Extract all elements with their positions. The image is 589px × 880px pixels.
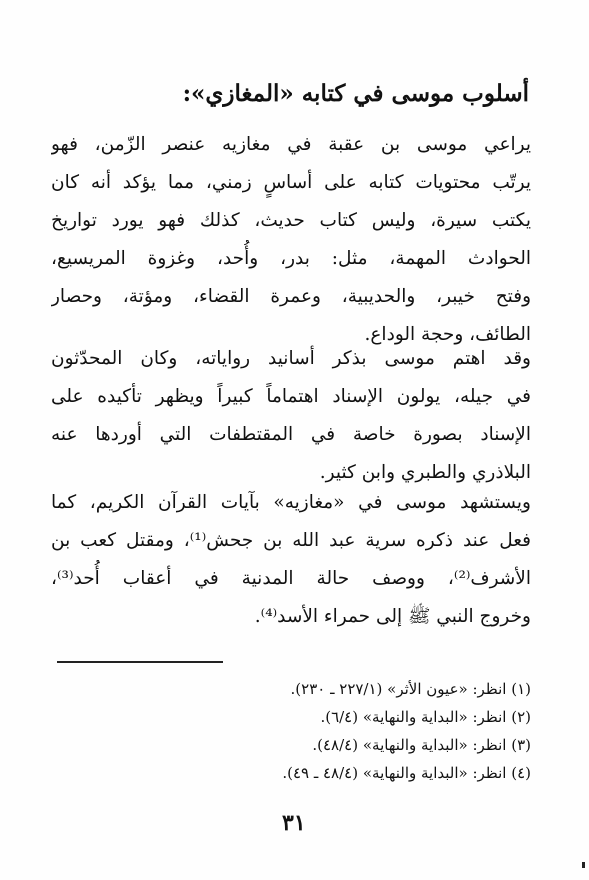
page-number: ٣١ xyxy=(282,810,306,836)
scan-mark xyxy=(582,862,585,868)
paragraph-line: الإسناد بصورة خاصة في المقتطفات التي أوردها عنه xyxy=(51,424,531,445)
paragraph-line: يراعي موسى بن عقبة في مغازيه عنصر الزّمن، فهو xyxy=(51,134,531,155)
paragraph-line: في جيله، يولون الإسناد اهتماماً كبيراً ويظهر تأكيده على xyxy=(51,386,531,407)
footnote: (٤) انظر: «البداية والنهاية» (٤٨/٤ ـ ٤٩). xyxy=(282,764,531,782)
paragraph-line: وخروج النبي ﷺ إلى حمراء الأسد⁽⁴⁾. xyxy=(254,606,531,627)
footnote: (٢) انظر: «البداية والنهاية» (٦/٤). xyxy=(320,708,531,726)
paragraph-line: الطائف، وحجة الوداع. xyxy=(364,324,531,345)
footnote: (٣) انظر: «البداية والنهاية» (٤٨/٤). xyxy=(312,736,531,754)
paragraph-line: البلاذري والطبري وابن كثير. xyxy=(319,462,531,483)
paragraph-line: الأشرف⁽²⁾، ووصف حالة المدنية في أعقاب أُحد⁽³⁾، xyxy=(51,568,531,589)
footnotes xyxy=(51,675,531,787)
paragraph-1 xyxy=(51,126,531,354)
paragraph-line: وقد اهتم موسى بذكر أسانيد رواياته، وكان المحدّثون xyxy=(51,348,531,369)
section-heading: أسلوب موسى في كتابه «المغازي»: xyxy=(182,80,529,107)
footnote-separator xyxy=(57,661,223,663)
footnote: (١) انظر: «عيون الأثر» (٢٢٧/١ ـ ٢٣٠). xyxy=(290,680,531,698)
paragraph-line: ويستشهد موسى في «مغازيه» بآيات القرآن الكريم، كما xyxy=(51,492,531,513)
paragraph-line: وفتح خيبر، والحديبية، وعمرة القضاء، ومؤتة، وحصار xyxy=(51,286,531,307)
paragraph-3 xyxy=(51,484,531,636)
paragraph-line: يرتّب محتويات كتابه على أساسٍ زمني، مما يؤكد أنه كان xyxy=(51,172,531,193)
paragraph-line: يكتب سيرة، وليس كتاب حديث، كذلك فهو يورد تواريخ xyxy=(51,210,531,231)
paragraph-line: الحوادث المهمة، مثل: بدر، وأُحد، وغزوة المريسيع، xyxy=(51,248,531,269)
paragraph-line: فعل عند ذكره سرية عبد الله بن جحش⁽¹⁾، ومقتل كعب بن xyxy=(51,530,531,551)
paragraph-2 xyxy=(51,340,531,492)
